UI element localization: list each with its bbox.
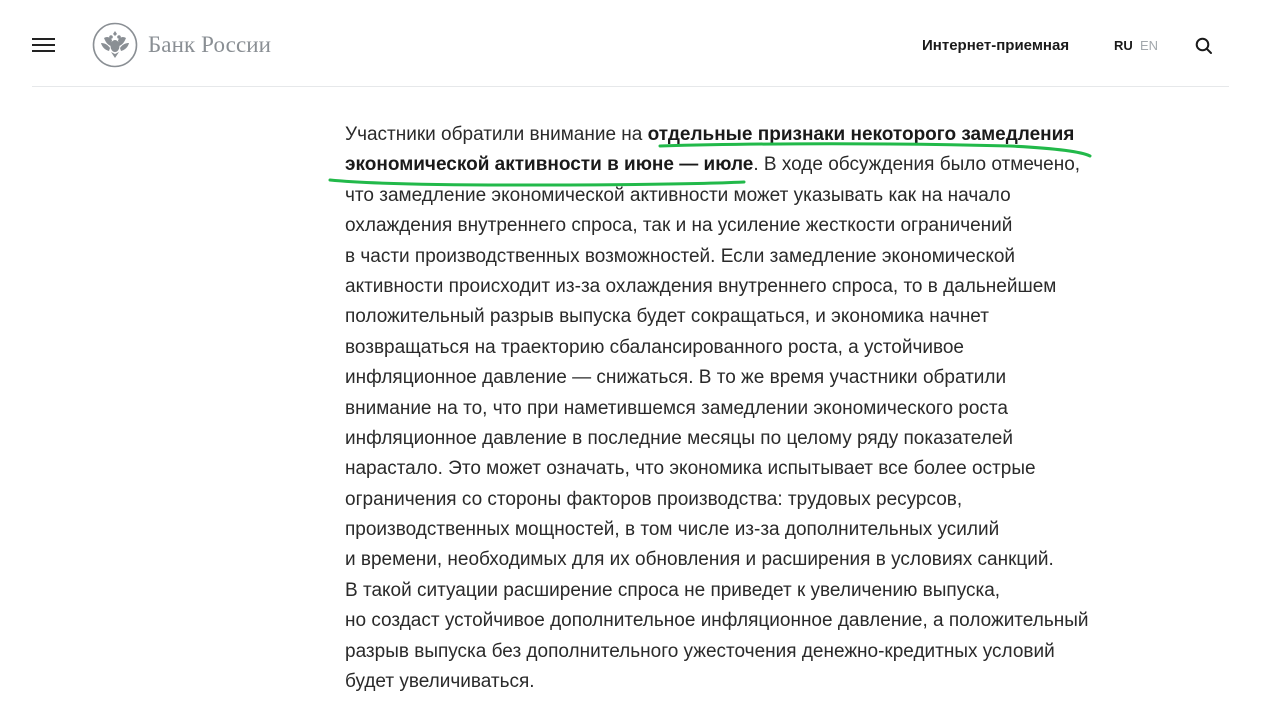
paragraph-text: будет увеличиваться. [345,671,535,693]
paragraph-text: Участники обратили внимание на [345,124,648,145]
site-header [0,0,1280,88]
article-line [345,120,1145,150]
article-line [345,485,1145,515]
article-line [345,272,1145,302]
article-line [345,242,1145,272]
article-line [345,363,1145,393]
paragraph-text: . В ходе обсуждения было отмечено, [753,154,1081,176]
site-logo[interactable] [92,21,271,69]
article-line [345,576,1145,606]
article-line [345,333,1145,363]
article-line [345,515,1145,545]
search-icon[interactable] [1194,36,1214,56]
hamburger-menu-icon[interactable] [32,36,55,54]
paragraph-text: внимание на то, что при наметившемся замедлении экономического роста [345,397,1008,419]
paragraph-text: в части производственных возможностей. Если замедление экономической [345,245,1016,267]
double-headed-eagle-emblem-icon [92,22,138,68]
article-body [345,120,1145,697]
article-line [345,667,1145,697]
lang-ru-toggle[interactable]: RU [1114,38,1133,53]
paragraph-text: инфляционное давление — снижаться. В то же время участники обратили [345,367,1007,389]
article-line [345,302,1145,332]
paragraph-text: инфляционное давление в последние месяцы по целому ряду показателей [345,427,1013,449]
logo-text: Банк России [148,32,272,57]
paragraph-text: В такой ситуации расширение спроса не приведет к увеличению выпуска, [345,579,1001,601]
paragraph-text: охлаждения внутреннего спроса, так и на усиление жесткости ограничений [345,215,1013,237]
article-line [345,637,1145,667]
paragraph-text: нарастало. Это может означать, что экономика испытывает все более острые [345,458,1036,480]
header-divider [32,86,1229,87]
internet-reception-link[interactable]: Интернет-приемная [922,37,1070,54]
article-line [345,211,1145,241]
lang-en-toggle[interactable]: EN [1140,38,1159,53]
paragraph-text: ограничения со стороны факторов производства: трудовых ресурсов, [345,488,963,510]
article-line [345,150,1145,180]
article-line [345,454,1145,484]
highlighted-phrase: экономической активности в июне — июле [345,154,754,176]
paragraph-text: что замедление экономической активности может указывать как на начало [345,184,1011,206]
paragraph-text: возвращаться на траекторию сбалансированного роста, а устойчивое [345,336,964,358]
paragraph-text: и времени, необходимых для их обновления и расширения в условиях санкций. [345,549,1054,571]
article-line [345,545,1145,575]
paragraph-text: активности происходит из-за охлаждения внутреннего спроса, то в дальнейшем [345,275,1057,297]
article-line [345,424,1145,454]
paragraph-text: но создаст устойчивое дополнительное инфляционное давление, а положительный [345,610,1089,632]
article-line [345,606,1145,636]
article-line [345,181,1145,211]
highlighted-phrase: отдельные признаки некоторого замедления [647,124,1075,145]
paragraph-text: разрыв выпуска без дополнительного ужесточения денежно-кредитных условий [345,640,1055,662]
paragraph-text: положительный разрыв выпуска будет сокращаться, и экономика начнет [345,306,989,328]
article-line [345,394,1145,424]
paragraph-text: производственных мощностей, в том числе из-за дополнительных усилий [345,519,1000,541]
